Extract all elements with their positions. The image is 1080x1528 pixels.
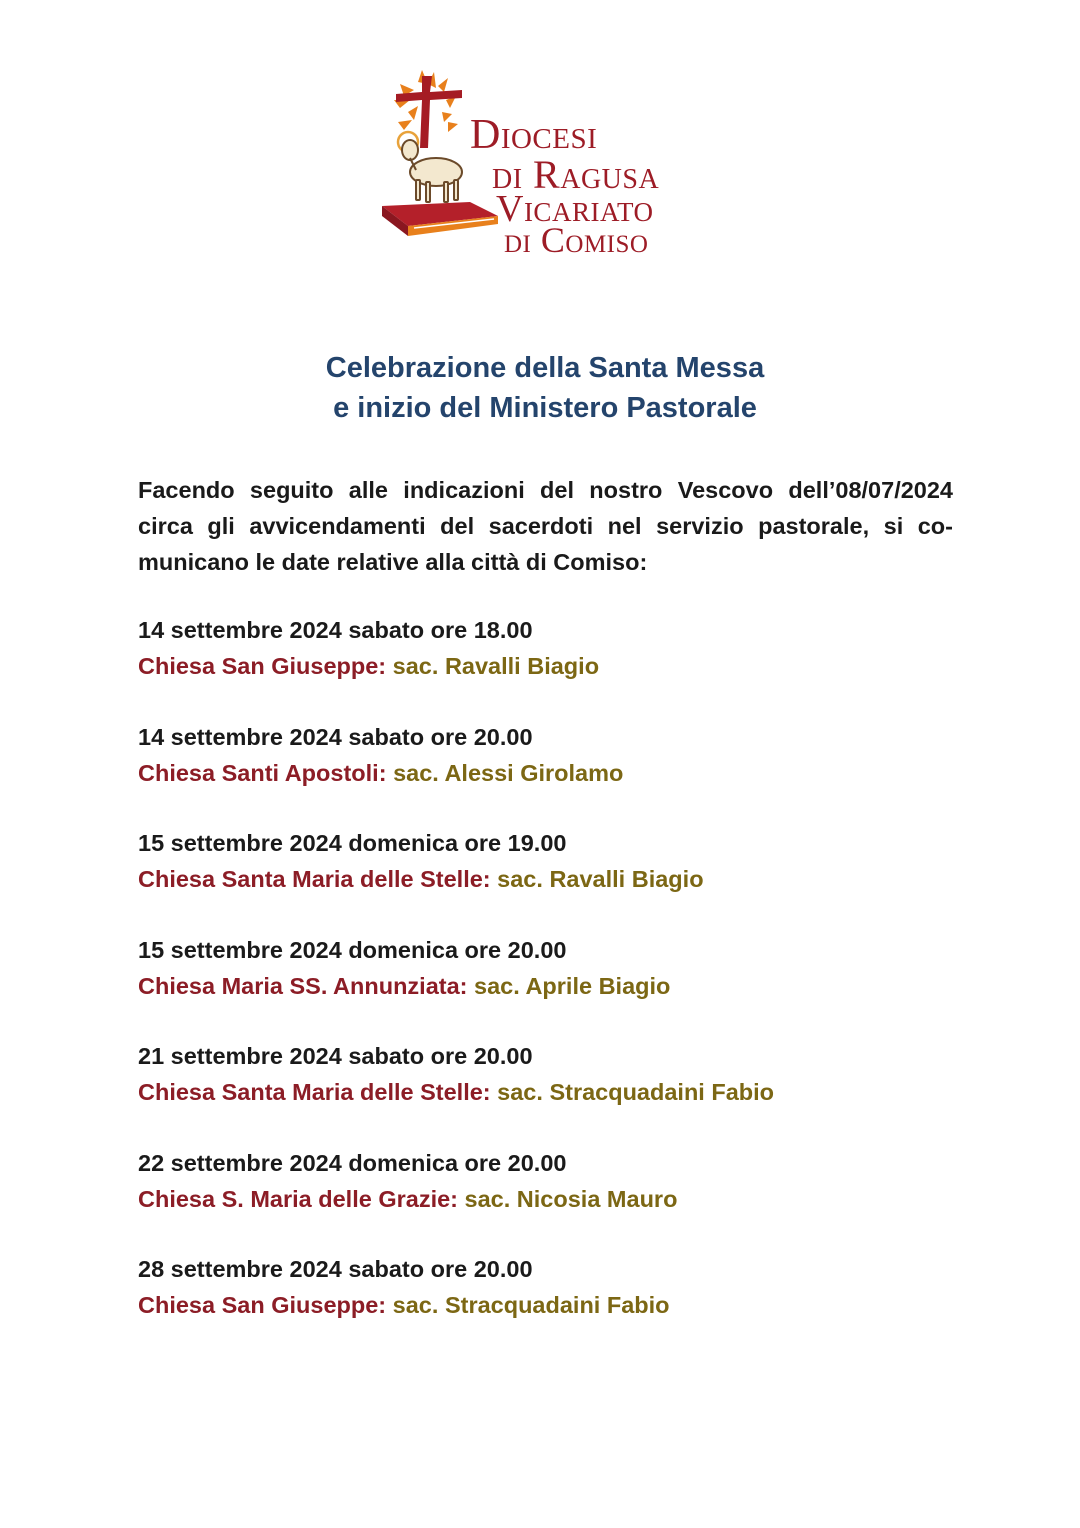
entry-date: 15 settembre 2024 domenica ore 19.00	[138, 830, 567, 856]
entry-priest: sac. Ravalli Biagio	[392, 653, 600, 679]
entry-church: Chiesa San Giuseppe:	[138, 653, 387, 679]
schedule-entry	[138, 719, 958, 826]
entry-place	[138, 1287, 958, 1323]
entry-priest: sac. Ravalli Biagio	[497, 866, 704, 892]
entry-place	[138, 755, 958, 791]
entry-church: Chiesa Santa Maria delle Stelle:	[138, 866, 491, 892]
logo-text-di-ragusa: di Ragusa	[492, 152, 660, 197]
schedule-entry	[138, 825, 958, 932]
entry-place	[138, 1074, 958, 1110]
entry-date: 28 settembre 2024 sabato ore 20.00	[138, 1256, 533, 1282]
intro-line-3: municano le date relative alla città di Comiso:	[138, 549, 648, 575]
entry-church: Chiesa S. Maria delle Grazie:	[138, 1185, 458, 1212]
entry-church: Chiesa Santa Maria delle Stelle:	[138, 1079, 491, 1105]
intro-paragraph	[138, 472, 953, 580]
entry-date: 15 settembre 2024 domenica ore 20.00	[138, 936, 567, 963]
schedule-entry	[138, 1251, 958, 1358]
entry-church: Chiesa San Giuseppe:	[138, 1292, 387, 1318]
schedule-list	[138, 612, 958, 1358]
entry-priest: sac. Nicosia Mauro	[464, 1185, 678, 1212]
entry-place	[138, 861, 958, 897]
schedule-entry	[138, 1145, 958, 1252]
entry-date: 22 settembre 2024 domenica ore 20.00	[138, 1149, 567, 1176]
diocese-logo	[378, 66, 698, 266]
title-line-1: Celebrazione della Santa Messa	[325, 352, 765, 384]
logo-text-diocesi: Diocesi	[470, 112, 598, 158]
entry-date: 21 settembre 2024 sabato ore 20.00	[138, 1043, 533, 1069]
entry-place	[138, 1181, 958, 1217]
schedule-entry	[138, 932, 958, 1039]
entry-church: Chiesa Santi Apostoli:	[138, 759, 387, 786]
entry-church: Chiesa Maria SS. Annunziata:	[138, 972, 468, 999]
entry-priest: sac. Aprile Biagio	[474, 972, 671, 999]
page-title	[0, 348, 1080, 428]
entry-priest: sac. Alessi Girolamo	[393, 759, 624, 786]
entry-date: 14 settembre 2024 sabato ore 18.00	[138, 617, 533, 643]
schedule-entry	[138, 1038, 958, 1145]
entry-place	[138, 968, 958, 1004]
logo-text-vicariato: Vicariato	[496, 188, 654, 230]
title-line-2: e inizio del Ministero Pastorale	[333, 392, 757, 424]
schedule-entry	[138, 612, 958, 719]
entry-date: 14 settembre 2024 sabato ore 20.00	[138, 723, 533, 750]
entry-priest: sac. Stracquadaini Fabio	[497, 1079, 775, 1105]
entry-priest: sac. Stracquadaini Fabio	[392, 1292, 670, 1318]
intro-line-2: circa gli avvicendamenti del sacerdoti nel servizio pastorale, si co-	[138, 513, 953, 539]
entry-place	[138, 648, 958, 684]
logo-text-di-comiso: di Comiso	[504, 220, 649, 260]
intro-line-1: Facendo seguito alle indicazioni del nostro Vescovo dell’08/07/2024	[138, 477, 953, 503]
